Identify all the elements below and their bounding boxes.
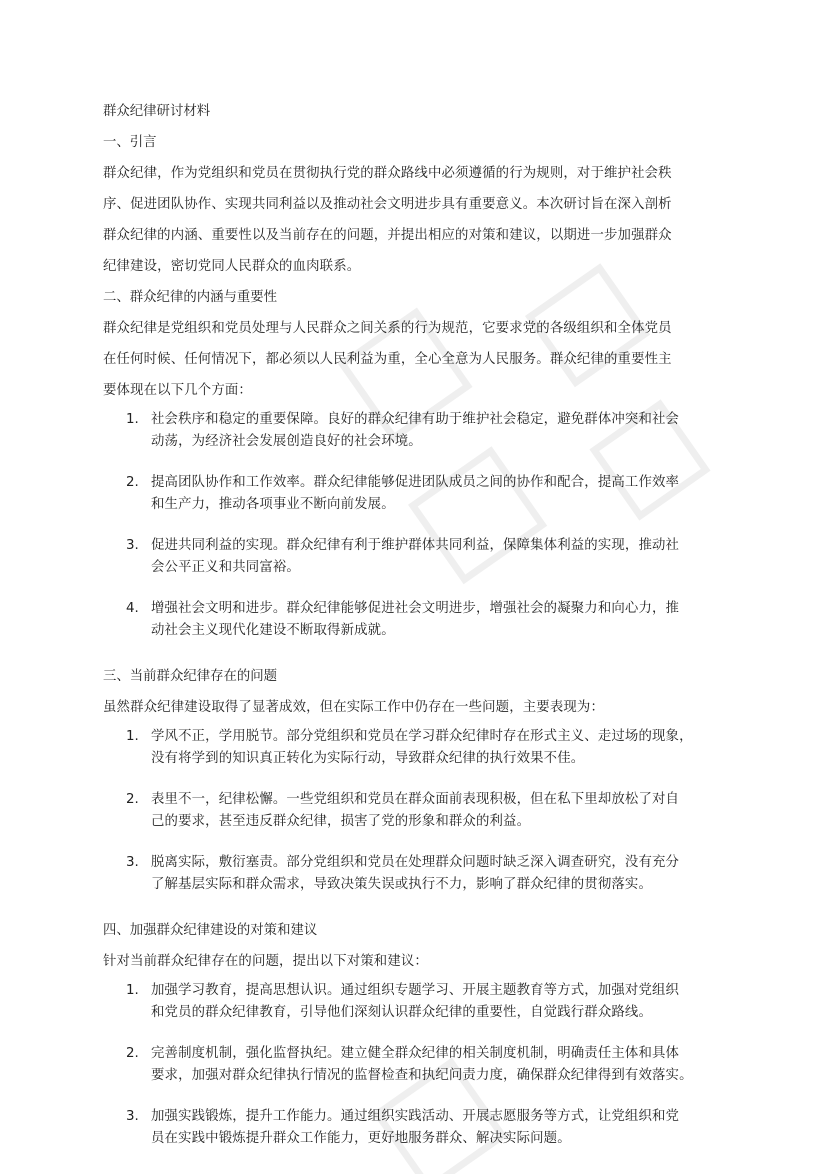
list-item-line: 了解基层实际和群众需求，导致决策失误或执行不力，影响了群众纪律的贯彻落实。 bbox=[151, 877, 653, 892]
intro-line: 纪律建设，密切党同人民群众的血肉联系。 bbox=[103, 259, 361, 274]
document-body bbox=[103, 96, 743, 1169]
list-item-line: 脱离实际，敷衍塞责。部分党组织和党员在处理群众问题时缺乏深入调查研究，没有充分 bbox=[151, 855, 680, 870]
list-item-line: 加强实践锻炼，提升工作能力。通过组织实践活动、开展志愿服务等方式，让党组织和党 bbox=[151, 1109, 680, 1124]
intro-line: 群众纪律，作为党组织和党员在贯彻执行党的群众路线中必须遵循的行为规则，对于维护社会秩 bbox=[103, 166, 672, 181]
section4-heading: 四、加强群众纪律建设的对策和建议 bbox=[103, 923, 318, 938]
list-item-line: 表里不一，纪律松懈。一些党组织和党员在群众面前表现积极，但在私下里却放松了对自 bbox=[151, 792, 680, 807]
list-item-number: 1. bbox=[126, 729, 139, 744]
section2-line: 要体现在以下几个方面： bbox=[103, 383, 252, 398]
list-item-line: 和党员的群众纪律教育，引导他们深刻认识群众纪律的重要性，自觉践行群众路线。 bbox=[151, 1005, 653, 1020]
list-item-line: 员在实践中锻炼提升群众工作能力，更好地服务群众、解决实际问题。 bbox=[151, 1131, 571, 1146]
list-item-line: 会公平正义和共同富裕。 bbox=[151, 560, 300, 575]
list-item bbox=[103, 980, 743, 1024]
list-item bbox=[103, 409, 743, 453]
section2-list bbox=[103, 409, 743, 642]
list-item-number: 4. bbox=[126, 601, 139, 616]
list-item-line: 动社会主义现代化建设不断取得新成就。 bbox=[151, 623, 395, 638]
section4-line: 针对当前群众纪律存在的问题，提出以下对策和建议： bbox=[103, 954, 428, 969]
list-item bbox=[103, 789, 743, 833]
list-item-number: 3. bbox=[126, 538, 139, 553]
list-item bbox=[103, 1106, 743, 1150]
list-item-number: 3. bbox=[126, 1109, 139, 1124]
list-item-line: 学风不正，学用脱节。部分党组织和党员在学习群众纪律时存在形式主义、走过场的现象， bbox=[151, 729, 693, 744]
section2-line: 在任何时候、任何情况下，都必须以人民利益为重，全心全意为人民服务。群众纪律的重要性主 bbox=[103, 352, 672, 367]
list-item bbox=[103, 472, 743, 516]
list-item-number: 2. bbox=[126, 792, 139, 807]
list-item bbox=[103, 535, 743, 579]
list-item-number: 1. bbox=[126, 412, 139, 427]
list-item bbox=[103, 598, 743, 642]
list-item-line: 社会秩序和稳定的重要保障。良好的群众纪律有助于维护社会稳定，避免群体冲突和社会 bbox=[151, 412, 680, 427]
section4-list bbox=[103, 980, 743, 1150]
list-item-line: 完善制度机制，强化监督执纪。建立健全群众纪律的相关制度机制，明确责任主体和具体 bbox=[151, 1046, 680, 1061]
list-item-line: 促进共同利益的实现。群众纪律有利于维护群体共同利益，保障集体利益的实现，推动社 bbox=[151, 538, 680, 553]
section2-line: 群众纪律是党组织和党员处理与人民群众之间关系的行为规范，它要求党的各级组织和全体党员 bbox=[103, 321, 672, 336]
list-item-line: 己的要求，甚至违反群众纪律，损害了党的形象和群众的利益。 bbox=[151, 814, 531, 829]
list-item-line: 和生产力，推动各项事业不断向前发展。 bbox=[151, 497, 395, 512]
intro-heading: 一、引言 bbox=[103, 135, 157, 150]
list-item-line: 要求，加强对群众纪律执行情况的监督检查和执纪问责力度，确保群众纪律得到有效落实。 bbox=[151, 1068, 693, 1083]
section3-line: 虽然群众纪律建设取得了显著成效，但在实际工作中仍存在一些问题，主要表现为： bbox=[103, 700, 605, 715]
list-item-number: 2. bbox=[126, 475, 139, 490]
section3-heading: 三、当前群众纪律存在的问题 bbox=[103, 669, 278, 684]
list-item-line: 加强学习教育，提高思想认识。通过组织专题学习、开展主题教育等方式，加强对党组织 bbox=[151, 983, 680, 998]
list-item bbox=[103, 1043, 743, 1087]
list-item bbox=[103, 852, 743, 896]
list-item-line: 提高团队协作和工作效率。群众纪律能够促进团队成员之间的协作和配合，提高工作效率 bbox=[151, 475, 680, 490]
list-item-number: 3. bbox=[126, 855, 139, 870]
list-item-line: 没有将学到的知识真正转化为实际行动，导致群众纪律的执行效果不佳。 bbox=[151, 751, 585, 766]
section2-heading: 二、群众纪律的内涵与重要性 bbox=[103, 290, 278, 305]
list-item-line: 增强社会文明和进步。群众纪律能够促进社会文明进步，增强社会的凝聚力和向心力，推 bbox=[151, 601, 680, 616]
list-item-number: 2. bbox=[126, 1046, 139, 1061]
section3-list bbox=[103, 726, 743, 896]
intro-line: 序、促进团队协作、实现共同利益以及推动社会文明进步具有重要意义。本次研讨旨在深入剖析 bbox=[103, 197, 672, 212]
list-item-number: 1. bbox=[126, 983, 139, 998]
list-item-line: 动荡，为经济社会发展创造良好的社会环境。 bbox=[151, 434, 422, 449]
list-item bbox=[103, 726, 743, 770]
intro-line: 群众纪律的内涵、重要性以及当前存在的问题，并提出相应的对策和建议，以期进一步加强群众 bbox=[103, 228, 672, 243]
document-title: 群众纪律研讨材料 bbox=[103, 104, 211, 119]
